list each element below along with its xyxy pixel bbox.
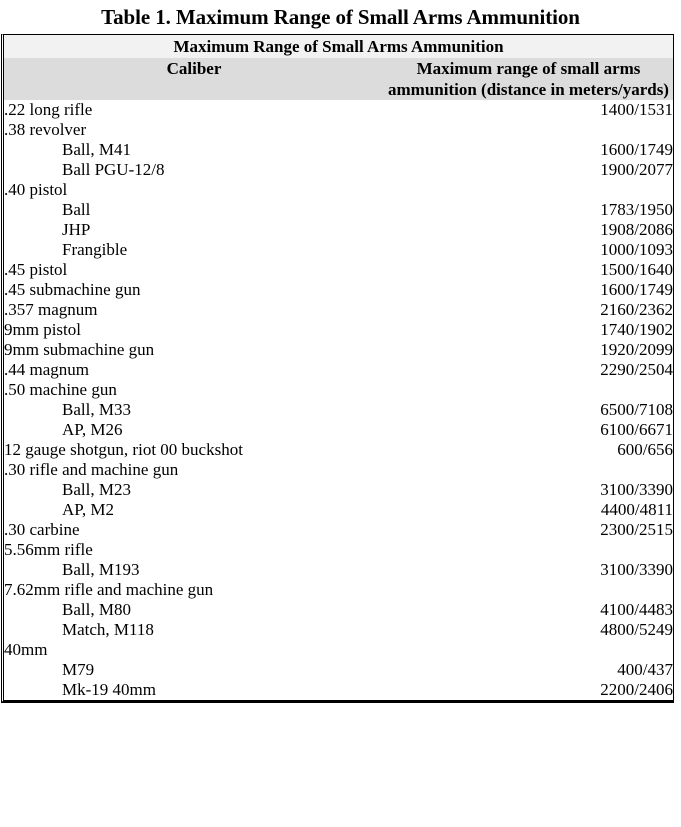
column-header-range: Maximum range of small arms ammunition (distance in meters/yards): [384, 58, 673, 100]
column-header-row: [4, 58, 673, 100]
cell-caliber: AP, M2: [62, 500, 114, 519]
table-row: [4, 620, 673, 640]
cell-caliber: Ball, M193: [62, 560, 140, 579]
cell-range: [384, 460, 673, 480]
cell-range: [384, 380, 673, 400]
cell-range: 6500/7108: [600, 400, 673, 419]
cell-range: 1500/1640: [600, 260, 673, 279]
cell-range: 400/437: [617, 660, 673, 679]
table-row: [4, 380, 673, 400]
cell-range: 4800/5249: [600, 620, 673, 639]
cell-caliber: .50 machine gun: [4, 380, 117, 399]
cell-caliber: Ball, M80: [62, 600, 131, 619]
cell-range: [384, 120, 673, 140]
cell-range: 4100/4483: [600, 600, 673, 619]
cell-range: 1400/1531: [600, 100, 673, 119]
cell-caliber: 5.56mm rifle: [4, 540, 93, 559]
cell-range: 1920/2099: [600, 340, 673, 359]
ammunition-range-table: [4, 35, 673, 700]
cell-caliber: .357 magnum: [4, 300, 98, 319]
cell-range: 1740/1902: [600, 320, 673, 339]
table-container: [1, 34, 674, 703]
table-row: [4, 260, 673, 280]
table-row: [4, 660, 673, 680]
cell-caliber: .38 revolver: [4, 120, 87, 139]
table-spanning-header: Maximum Range of Small Arms Ammunition: [4, 35, 673, 58]
table-row: [4, 100, 673, 120]
table-row: [4, 480, 673, 500]
table-row: [4, 580, 673, 600]
cell-caliber: Match, M118: [62, 620, 154, 639]
table-row: [4, 220, 673, 240]
cell-caliber: .40 pistol: [4, 180, 68, 199]
table-row: [4, 540, 673, 560]
cell-range: 3100/3390: [600, 560, 673, 579]
cell-range: [384, 540, 673, 560]
table-row: [4, 520, 673, 540]
cell-caliber: .30 rifle and machine gun: [4, 460, 179, 479]
cell-range: 1783/1950: [600, 200, 673, 219]
cell-caliber: Frangible: [62, 240, 128, 259]
table-row: [4, 460, 673, 480]
cell-caliber: 9mm submachine gun: [4, 340, 155, 359]
table-row: [4, 600, 673, 620]
cell-caliber: Ball, M33: [62, 400, 131, 419]
cell-range: 1600/1749: [600, 280, 673, 299]
table-row: [4, 340, 673, 360]
cell-caliber: AP, M26: [62, 420, 123, 439]
cell-caliber: 9mm pistol: [4, 320, 81, 339]
cell-range: 2290/2504: [600, 360, 673, 379]
table-row: [4, 300, 673, 320]
cell-range: 1600/1749: [600, 140, 673, 159]
cell-caliber: 7.62mm rifle and machine gun: [4, 580, 214, 599]
cell-range: 600/656: [617, 440, 673, 459]
cell-range: 1908/2086: [600, 220, 673, 239]
table-row: [4, 140, 673, 160]
cell-caliber: M79: [62, 660, 95, 679]
cell-range: 3100/3390: [600, 480, 673, 499]
cell-caliber: 40mm: [4, 640, 48, 659]
table-row: [4, 180, 673, 200]
table-row: [4, 440, 673, 460]
table-row: [4, 200, 673, 220]
table-row: [4, 400, 673, 420]
cell-range: 4400/4811: [600, 500, 673, 519]
cell-range: [384, 180, 673, 200]
table-row: [4, 680, 673, 700]
table-row: [4, 560, 673, 580]
cell-caliber: Mk-19 40mm: [62, 680, 156, 699]
cell-range: 2300/2515: [600, 520, 673, 539]
cell-caliber: .45 pistol: [4, 260, 68, 279]
cell-caliber: JHP: [62, 220, 91, 239]
table-row: [4, 360, 673, 380]
cell-caliber: .44 magnum: [4, 360, 89, 379]
cell-caliber: .22 long rifle: [4, 100, 93, 119]
cell-caliber: Ball PGU-12/8: [62, 160, 165, 179]
table-row: [4, 320, 673, 340]
table-row: [4, 160, 673, 180]
table-row: [4, 120, 673, 140]
table-row: [4, 500, 673, 520]
cell-caliber: .45 submachine gun: [4, 280, 141, 299]
table-row: [4, 280, 673, 300]
cell-range: 2200/2406: [600, 680, 673, 699]
cell-range: 6100/6671: [600, 420, 673, 439]
table-row: [4, 640, 673, 660]
table-body: [4, 100, 673, 700]
spanning-header-row: [4, 35, 673, 58]
cell-range: [384, 640, 673, 660]
table-row: [4, 420, 673, 440]
cell-range: 1000/1093: [600, 240, 673, 259]
page-title: Table 1. Maximum Range of Small Arms Ammunition: [101, 5, 580, 29]
cell-caliber: .30 carbine: [4, 520, 80, 539]
table-head: [4, 35, 673, 100]
cell-range: 1900/2077: [600, 160, 673, 179]
table-row: [4, 240, 673, 260]
cell-range: 2160/2362: [600, 300, 673, 319]
column-header-caliber: Caliber: [4, 58, 384, 100]
cell-caliber: 12 gauge shotgun, riot 00 buckshot: [4, 440, 243, 459]
cell-caliber: Ball, M41: [62, 140, 131, 159]
cell-caliber: Ball: [62, 200, 91, 219]
cell-caliber: Ball, M23: [62, 480, 131, 499]
cell-range: [384, 580, 673, 600]
